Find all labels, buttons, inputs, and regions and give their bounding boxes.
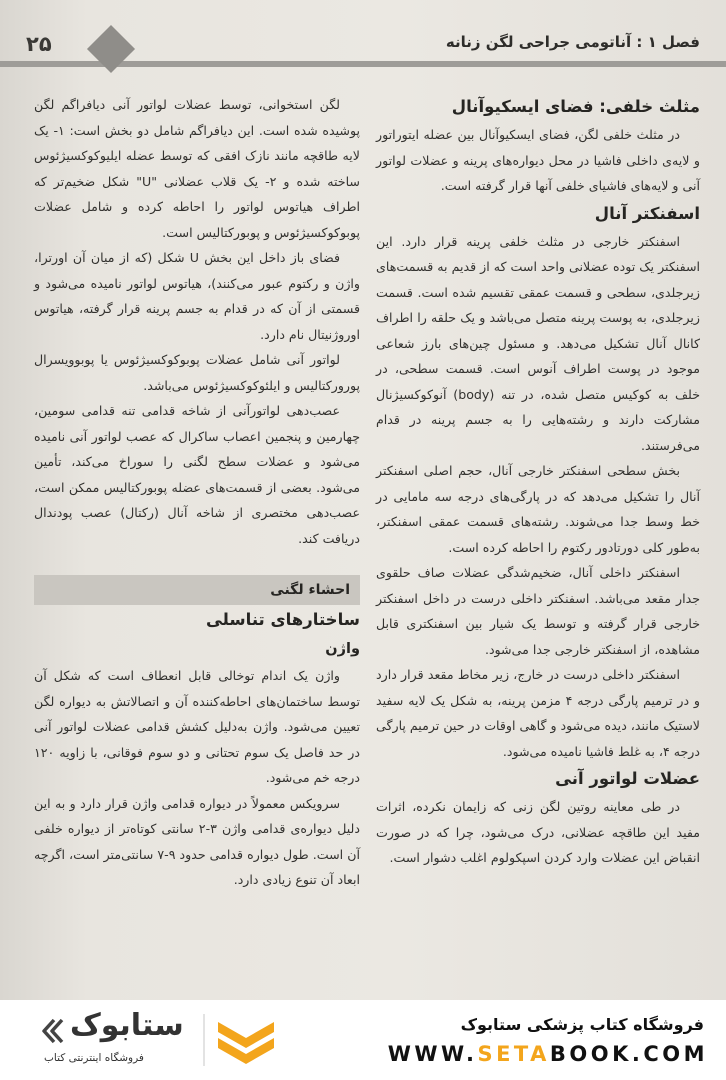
chapter-title: فصل ۱ : آناتومی جراحی لگن زنانه xyxy=(445,33,700,51)
paragraph: بخش سطحی اسفنکتر خارجی آنال، حجم اصلی اسفنکتر آنال را تشکیل می‌دهد که در پارگی‌های درجه سه مامایی در خط وسط جدا می‌شوند. رشته‌های قسمت عمقی اسفنکتر، به‌طور کلی دورتادور رکتوم را احاطه کرده است. xyxy=(376,463,700,555)
paragraph: اسفنکتر داخلی آنال، ضخیم‌شدگی عضلات صاف حلقوی جدار مقعد می‌باشد. اسفنکتر داخلی درست در داخل اسفنکتر خارجی قرار گرفته و توسط یک شیار بین اسفنکتری قابل مشاهده، از اسفنکتر خارجی جدا می‌شود. xyxy=(376,565,700,657)
paragraph: فضای باز داخل این بخش U شکل (که از میان آن اورترا، واژن و رکتوم عبور می‌کنند)، هیاتوس لواتور نامیده می‌شود و قسمتی از آن که در قدام به جسم پرینه قرار گرفته، هیاتوس اوروژنیتال نام دارد. xyxy=(34,250,360,342)
paragraph: لواتور آنی شامل عضلات پوبوکوکسیژئوس یا پوبوویسرال پورورکتالیس و ایلئوکوکسیژئوس می‌باشد. xyxy=(34,352,360,393)
left-column xyxy=(34,92,360,893)
chevron-logo-icon xyxy=(214,1018,278,1066)
brand-arrows-icon xyxy=(40,1016,66,1046)
logo-divider xyxy=(203,1014,205,1066)
section-heading-pelvic-viscera: احشاء لگنی xyxy=(34,575,360,605)
paragraph: اسفنکتر خارجی در مثلث خلفی پرینه قرار دارد. این اسفنکتر یک توده عضلانی واحد است که از قدیم به قسمت‌های زیرجلدی، سطحی و قسمت عمقی تقسیم شده است. قسمت زیرجلدی، به پوست پرینه متصل می‌باشد و یک حلقه را اطراف کانال آنال تشکیل می‌دهد. و مسئول چین‌های بارز شعاعی موجود در پوست اطراف آنوس است. قسمت سطحی، در خلف به کوکیس متصل شده، در تنه (body) آنوکوکسیژنال مشارکت دارند و رشته‌هایی را به جسم پرینه در قدام می‌فرستند. xyxy=(376,233,700,453)
paragraph: اسفنکتر داخلی درست در خارج، زیر مخاط مقعد قرار دارد و در ترمیم پارگی درجه ۴ مزمن پرینه، به شکل یک لایه سفید لاستیک مانند، دیده می‌شود و گاهی اوقات در حین ترمیم پارگی درجه ۴، به غلط فاشیا نامیده می‌شود. xyxy=(376,667,701,759)
store-name: فروشگاه کتاب پزشکی ستابوک xyxy=(460,1015,704,1034)
brand-tagline: فروشگاه اینترنتی کتاب xyxy=(44,1052,144,1064)
paragraph: عصب‌دهی لواتورآنی از شاخه قدامی تنه قدامی سومین، چهارمین و پنجمین اعصاب ساکرال که عصب لواتور آنی نامیده می‌شود و عضلات سطح لگنی را سوراخ می‌کند، تأمین می‌شود. بعضی از قسمت‌های عضله پوبورکتالیس ممکن است، عصب‌دهی مختصری از شاخه آنال (رکتال) عصب پودندال دریافت کند. xyxy=(34,403,360,546)
heading-genital-structures: ساختارهای تناسلی xyxy=(205,610,360,629)
paragraph: در مثلث خلفی لگن، فضای ایسکیوآنال بین عضله ایتوراتور و لایه‌ی داخلی فاشیا در محل دیواره‌های پرینه و عضلات لواتور آنی و لایه‌های فاشیای خلفی آنها قرار گرفته است. xyxy=(376,127,700,193)
heading-anal-sphincter: اسفنکتر آنال xyxy=(594,203,700,223)
url-accent: SETA xyxy=(477,1042,550,1066)
heading-posterior-triangle: مثلث خلفی: فضای ایسکیوآنال xyxy=(451,97,700,116)
page-number: ۲۵ xyxy=(26,32,52,56)
store-footer xyxy=(0,1000,726,1080)
heading-vagina: واژن xyxy=(325,641,360,657)
url-prefix: WWW. xyxy=(387,1042,478,1066)
brand-logo-word: ستابوک xyxy=(70,1008,184,1043)
paragraph: سرویکس معمولاً در دیواره قدامی واژن قرار دارد و به این دلیل دیواره‌ی قدامی واژن ۳-۲ سانتی کوتاه‌تر از دیواره خلفی آن است. طول دیواره قدامی حدود ۹-۷ سانتی‌متر است، اگرچه ابعاد آن تنوع زیادی دارد. xyxy=(34,795,360,887)
store-url[interactable] xyxy=(388,1042,708,1066)
paragraph: واژن یک اندام توخالی قابل انعطاف است که شکل آن توسط ساختمان‌های احاطه‌کننده آن و اتصالاتش به دیواره لگن تعیین می‌شود. واژن به‌دلیل کشش قدامی عضلات لواتور آنی در حد فاصل یک سوم تحتانی و دو سوم فوقانی، با زاویه ۱۲۰ درجه خم می‌شود. xyxy=(34,668,360,785)
right-column xyxy=(376,92,700,871)
heading-levator-ani: عضلات لواتور آنی xyxy=(555,769,700,788)
paragraph: لگن استخوانی، توسط عضلات لواتور آنی دیافراگم لگن پوشیده شده است. این دیافراگم شامل دو بخش است: ۱- یک لایه طاقچه مانند نازک افقی که توسط عضله ایلیوکوکسیژئوس ساخته شده و ۲- یک قلاب عضلانی "U" شکل ضخیم‌تر که اطراف هیاتوس لواتور را احاطه کرده و شامل عضلات پوبوکوکسیژئوس و پوبورکتالیس است. xyxy=(34,97,360,240)
paragraph: در طی معاینه روتین لگن زنی که زایمان نکرده، اثرات مفید این طاقچه عضلانی، درک می‌شود، چرا که در صورت انقباض این عضلات وارد کردن اسپکولوم اغلب دشوار است. xyxy=(376,799,700,865)
url-suffix: BOOK.COM xyxy=(549,1042,708,1066)
